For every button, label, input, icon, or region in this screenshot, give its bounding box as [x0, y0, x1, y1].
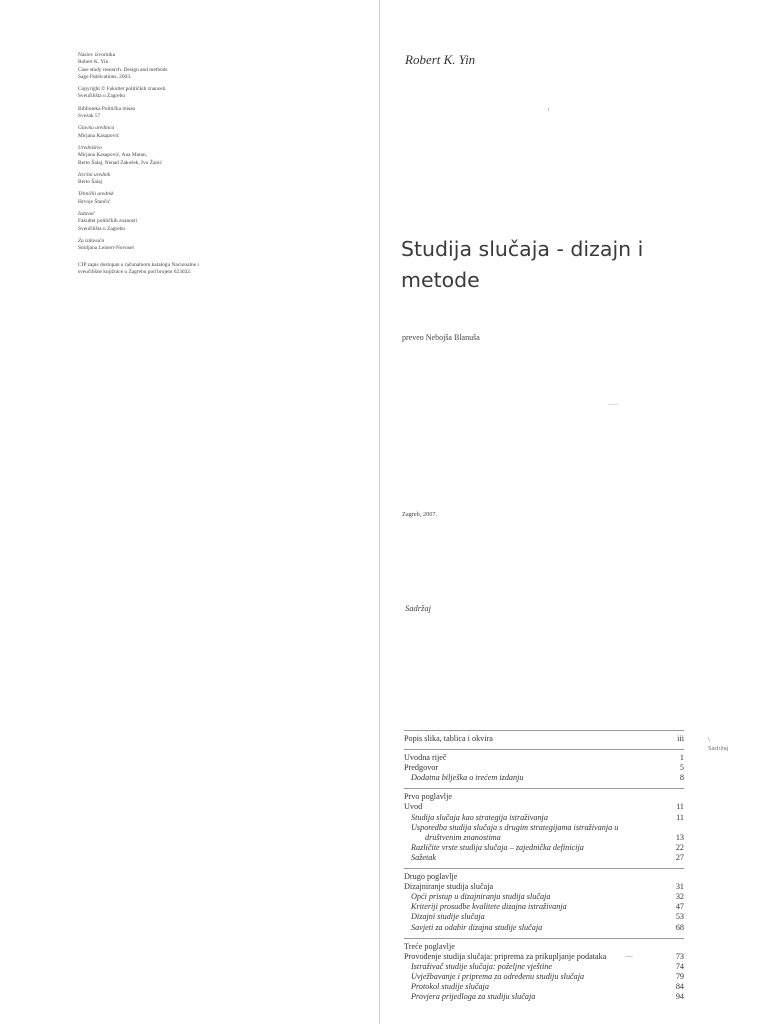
toc-rule	[404, 730, 684, 731]
margin-note-mark: \	[708, 737, 710, 743]
toc-entry	[404, 892, 684, 902]
imprint-line: Mirjana Kasapović	[78, 132, 120, 139]
publisher-block	[78, 211, 278, 233]
table-of-contents	[404, 730, 684, 1002]
toc-entry-title: Različite vrste studija slučaja – zajednička definicija	[411, 842, 584, 852]
imprint-line: Fakultet političkih znanosti	[78, 218, 137, 225]
imprint-line: Svezak 57	[78, 113, 101, 120]
toc-entry-page: 5	[679, 763, 684, 773]
chapter-title: Provođenje studija slučaja: priprema za prikupljanje podataka	[404, 951, 607, 961]
toc-entry-page: 32	[675, 892, 684, 902]
toc-entry	[404, 992, 684, 1002]
toc-entry-title: Popis slika, tablica i okvira	[404, 734, 493, 743]
toc-entry-page: 22	[675, 842, 684, 852]
toc-entry-page: 47	[675, 902, 684, 912]
toc-entry-page: 79	[675, 971, 684, 981]
imprint-line: Biblioteka Politička misao	[78, 105, 136, 112]
toc-entry-page: 53	[675, 912, 684, 922]
toc-entry-page: 73	[675, 951, 684, 961]
imprint-label: Tehnički urednik	[78, 191, 114, 198]
scan-speck	[548, 108, 549, 111]
toc-entry-page: 68	[675, 922, 684, 932]
chapter-title: Dizajniranje studija slučaja	[404, 882, 494, 892]
toc-chapter-label	[404, 792, 684, 802]
chapter-label: Drugo poglavlje	[404, 872, 458, 882]
chapter-label: Treće poglavlje	[404, 941, 455, 951]
toc-entry-title: društvenim znanostima	[425, 832, 501, 842]
imprint-line: CIP zapis dostupan u računalnom katalogu Nacionalne i	[78, 261, 199, 268]
imprint-label: Izvršni urednik	[78, 171, 111, 178]
toc-entry-page: 31	[675, 882, 684, 892]
toc-entry-title: Savjeti za odabir dizajna studije slučaja	[411, 922, 543, 932]
imprint-line: Naslov izvornika	[78, 52, 115, 58]
toc-heading: Sadržaj	[405, 603, 431, 613]
toc-entry-page: 1	[679, 753, 684, 763]
toc-entry-page: 11	[676, 812, 684, 822]
imprint-line: Mirjana Kasapović, Ana Matan,	[78, 152, 148, 159]
executive-editor-block	[78, 172, 278, 187]
toc-entry-title: Provjera prijedloga za studiju slučaja	[411, 992, 536, 1002]
toc-entry-page: 27	[675, 852, 684, 862]
toc-entry-page: 74	[675, 961, 684, 971]
toc-entry	[404, 902, 684, 912]
toc-entry	[404, 802, 684, 812]
toc-entry-page: 94	[675, 992, 684, 1002]
imprint-label: Za izdavača	[78, 237, 105, 244]
toc-entry-page: 84	[675, 981, 684, 991]
for-publisher-block	[78, 238, 278, 253]
margin-note-text: Sadržaj	[708, 746, 729, 752]
imprint-block	[78, 52, 278, 281]
toc-entry	[404, 763, 684, 773]
place-year: Zagreb, 2007.	[402, 511, 438, 518]
imprint-label: Izdavač	[78, 211, 95, 218]
toc-entry	[404, 972, 684, 982]
toc-entry-title: Opći pristup u dizajniranju studija slučaja	[411, 892, 551, 902]
toc-entry-page: 8	[679, 773, 684, 783]
toc-entry-page: iii	[677, 734, 684, 743]
imprint-label: Uredništvo	[78, 144, 102, 151]
toc-entry-page: 13	[675, 832, 684, 842]
toc-entry-title: Studija slučaja kao strategija istraživanja	[411, 812, 548, 822]
cip-block	[78, 262, 278, 277]
toc-entry-title: Protokol studije slučaja	[411, 981, 489, 991]
imprint-line: Hrvoje Štančić	[78, 198, 111, 205]
book-title	[401, 234, 701, 296]
toc-entry	[404, 843, 684, 853]
imprint-line: Sveučilišta u Zagrebu	[78, 225, 126, 232]
imprint-line: Smiljana Leinert-Novosel	[78, 245, 134, 252]
toc-entry	[404, 753, 684, 763]
imprint-label: Glavna urednica	[78, 125, 115, 132]
toc-entry	[404, 882, 684, 892]
toc-chapter-label	[404, 942, 684, 952]
title-line: metode	[401, 268, 480, 292]
toc-entry-title: Sažetak	[411, 852, 437, 862]
imprint-line: Case study research. Design and methods	[78, 66, 168, 73]
toc-entry-title: Kriteriji prosudbe kvalitete dizajna istraživanja	[411, 902, 567, 912]
imprint-line: Copyright © Fakultet političkih znanosti	[78, 86, 166, 93]
original-title-block	[78, 52, 278, 81]
toc-rule	[404, 868, 684, 869]
scan-speck	[608, 404, 618, 405]
toc-chapter-label	[404, 872, 684, 882]
toc-entry-title: Predgovor	[404, 763, 439, 773]
toc-entry	[404, 813, 684, 823]
toc-entry	[404, 823, 684, 833]
library-block	[78, 106, 278, 121]
imprint-line: Berto Šalaj, Nenad Zakošek, Ivo Žanić	[78, 159, 162, 166]
imprint-line: sveučilišne knjižnice u Zagrebu pod brojem 623022.	[78, 268, 192, 275]
toc-entry	[404, 912, 684, 922]
toc-entry	[404, 923, 684, 933]
imprint-line: Robert K. Yin	[78, 59, 109, 66]
toc-rule	[404, 788, 684, 789]
copyright-block	[78, 86, 278, 101]
chapter-label: Prvo poglavlje	[404, 792, 452, 802]
toc-entry-title: Dodatna bilješka o trećem izdanju	[411, 773, 524, 783]
author-name: Robert K. Yin	[405, 52, 476, 67]
toc-entry-title: Dizajni studije slučaja	[411, 912, 485, 922]
toc-entry-title: Istraživač studije slučaja: poželjne vještine	[411, 961, 552, 971]
imprint-line: Sage Publications, 2003.	[78, 73, 132, 80]
translator-credit: preveo Nebojša Blanuša	[402, 333, 480, 342]
toc-entry	[404, 982, 684, 992]
margin-note	[708, 736, 728, 754]
toc-entry-title: Uvježbavanje i priprema za određenu studiju slučaja	[411, 971, 585, 981]
technical-editor-block	[78, 191, 278, 206]
toc-rule	[404, 938, 684, 939]
toc-entry	[404, 734, 684, 744]
chapter-title: Uvod	[404, 802, 423, 812]
toc-rule	[404, 749, 684, 750]
title-line: Studija slučaja - dizajn i	[401, 237, 644, 261]
toc-entry-page: 11	[676, 802, 684, 812]
toc-entry	[404, 962, 684, 972]
toc-entry-page	[668, 823, 684, 833]
toc-entry	[404, 833, 684, 843]
toc-entry	[404, 952, 684, 962]
imprint-line: Berto Šalaj	[78, 179, 103, 186]
toc-entry	[404, 773, 684, 783]
left-page	[0, 0, 380, 1024]
editor-in-chief-block	[78, 125, 278, 140]
toc-entry-title: Usporedba studija slučaja s drugim strategijama istraživanja u	[411, 822, 619, 832]
editorial-board-block	[78, 145, 278, 167]
imprint-line: Sveučilišta u Zagrebu	[78, 93, 126, 100]
toc-entry	[404, 853, 684, 863]
toc-entry-title: Uvodna riječ	[404, 753, 447, 763]
